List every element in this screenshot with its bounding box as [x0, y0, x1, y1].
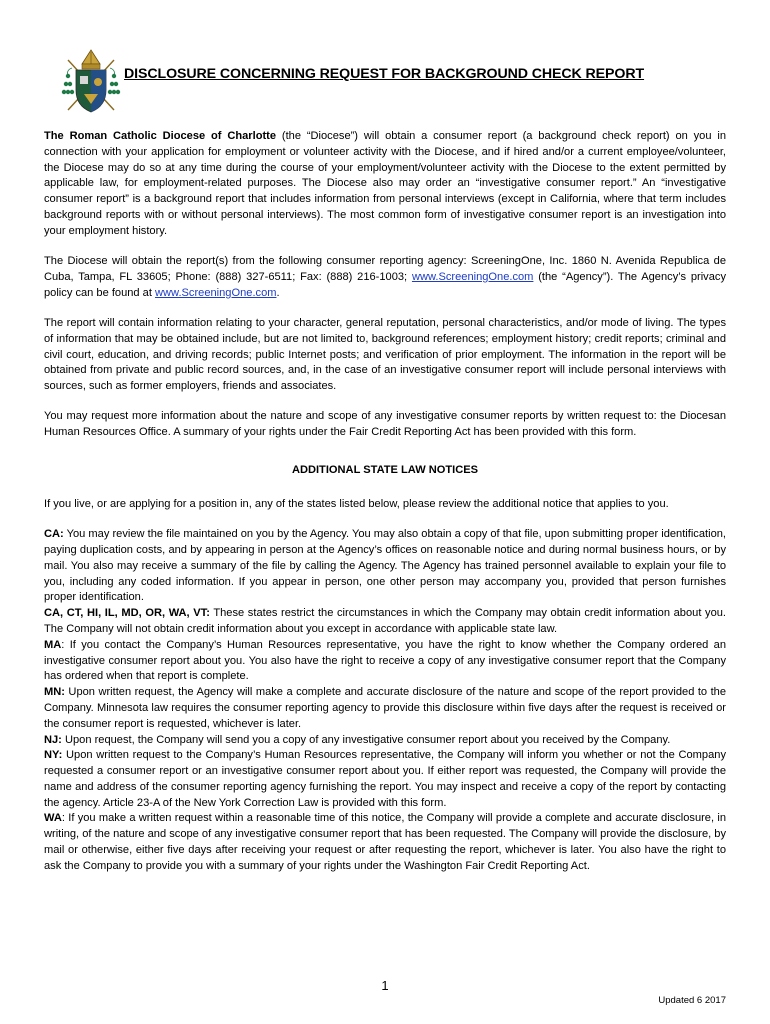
- state-notices-heading: ADDITIONAL STATE LAW NOTICES: [291, 464, 479, 477]
- state-notice-ca: CA: You may review the file maintained on you by the Agency. You may also obtain a copy of that file, upon submitting proper identification, paying duplication costs, and by appearing in person at the Agency’s offices on reasonable notice and during normal business hours, or by mail. You also may receive a summary of the file by calling the Agency. The Agency has trained personnel available to explain your file to you, including any coded information. If you appear in person, one other person may accompany you, provided that person furnishes proper identification.: [44, 528, 726, 604]
- state-notice-ma: MA: If you contact the Company’s Human Resources representative, you have the right to know whether the Company ordered an investigative consumer report about you. You also have the right to receive a copy of any investigative consumer report that the Company has ordered when that report is complete.: [44, 638, 726, 683]
- page-number: 1: [381, 978, 389, 993]
- intro-paragraph-1: The Roman Catholic Diocese of Charlotte (the “Diocese”) will obtain a consumer report (a background check report) on you in connection with your application for employment or volunteer activity with the Diocese, and if hired and/or a current employee/volunteer, the Diocese may do so at any time during the course of your employment/volunteer activity with the Diocese to the extent permitted by applicable law, for employment-related purposes. The Diocese also may order an “investigative consumer report.” An “investigative consumer report” is a background report that includes information from personal interviews (except in California, where that term includes background reports with or without personal interviews). The most common form of investigative consumer report is an investigation into your employment history.: [44, 130, 726, 237]
- updated-date: Updated 6 2017: [658, 995, 726, 1006]
- state-notice-ny: NY: Upon written request to the Company’s Human Resources representative, the Company will inform you whether or not the Company requested a consumer report or an investigative consumer report about you. If either report was requested, the Company will provide the name and address of the consumer reporting agency furnishing the report. You may inspect and receive a copy of the report by contacting the agency. Article 23-A of the New York Correction Law is provided with this form.: [44, 749, 726, 809]
- intro-paragraph-3: The report will contain information relating to your character, general reputation, personal characteristics, and/or mode of living. The types of information that may be obtained include, but are not limited to, background references; employment history; credit reports; criminal and civil court, education, and driving records; public Internet posts; and verification of prior employment. The information in the report will be obtained from private and public record sources, and, in the case of an investigative consumer report will include personal interviews with sources, such as former employers, friends and associates.: [44, 316, 726, 393]
- screeningone-link[interactable]: www.ScreeningOne.com: [411, 270, 534, 283]
- state-notices-intro: If you live, or are applying for a position in, any of the states listed below, please review the additional notice that applies to you.: [44, 497, 669, 510]
- diocese-seal-icon: [58, 46, 124, 120]
- intro-paragraph-2: The Diocese will obtain the report(s) from the following consumer reporting agency: ScreeningOne, Inc. 1860 N. Avenida Republica de Cuba, Tampa, FL 33605; Phone: (888) 327-6511; Fax: (888) 216-1003; www.ScreeningOne.com (the “Agency”). The Agency’s privacy policy can be found at www.ScreeningOne.com.: [44, 255, 726, 299]
- document-title: DISCLOSURE CONCERNING REQUEST FOR BACKGROUND CHECK REPORT: [124, 66, 645, 82]
- privacy-policy-link[interactable]: www.ScreeningOne.com: [155, 286, 277, 299]
- state-notice-credit-states: CA, CT, HI, IL, MD, OR, WA, VT: These states restrict the circumstances in which the Company may obtain credit information about you. The Company will not obtain credit information about you except in accordance with applicable state law.: [44, 607, 726, 635]
- state-notice-nj: NJ: Upon request, the Company will send you a copy of any investigative consumer report about you received by the Company.: [44, 733, 671, 746]
- state-notice-wa: WA: If you make a written request within a reasonable time of this notice, the Company will provide a complete and accurate disclosure, in writing, of the nature and scope of any investigative consumer report that has been requested. The Company will provide the disclosure, by mail or otherwise, either five days after receiving your request or after requesting the report, whichever is later. You also have the right to ask the Company to provide you with a summary of your rights under the Washington Fair Credit Reporting Act.: [44, 812, 726, 872]
- intro-paragraph-4: You may request more information about the nature and scope of any investigative consumer reports by written request to: the Diocesan Human Resources Office. A summary of your rights under the Fair Credit Reporting Act has been provided with this form.: [44, 410, 726, 439]
- state-notice-mn: MN: Upon written request, the Agency will make a complete and accurate disclosure of the nature and scope of the report provided to the Company. Minnesota law requires the consumer reporting agency to provide this disclosure within five days after the request is received or the consumer report is requested, whichever is later.: [44, 686, 726, 730]
- document-body: [44, 129, 726, 875]
- organization-name: The Roman Catholic Diocese of Charlotte: [44, 130, 277, 142]
